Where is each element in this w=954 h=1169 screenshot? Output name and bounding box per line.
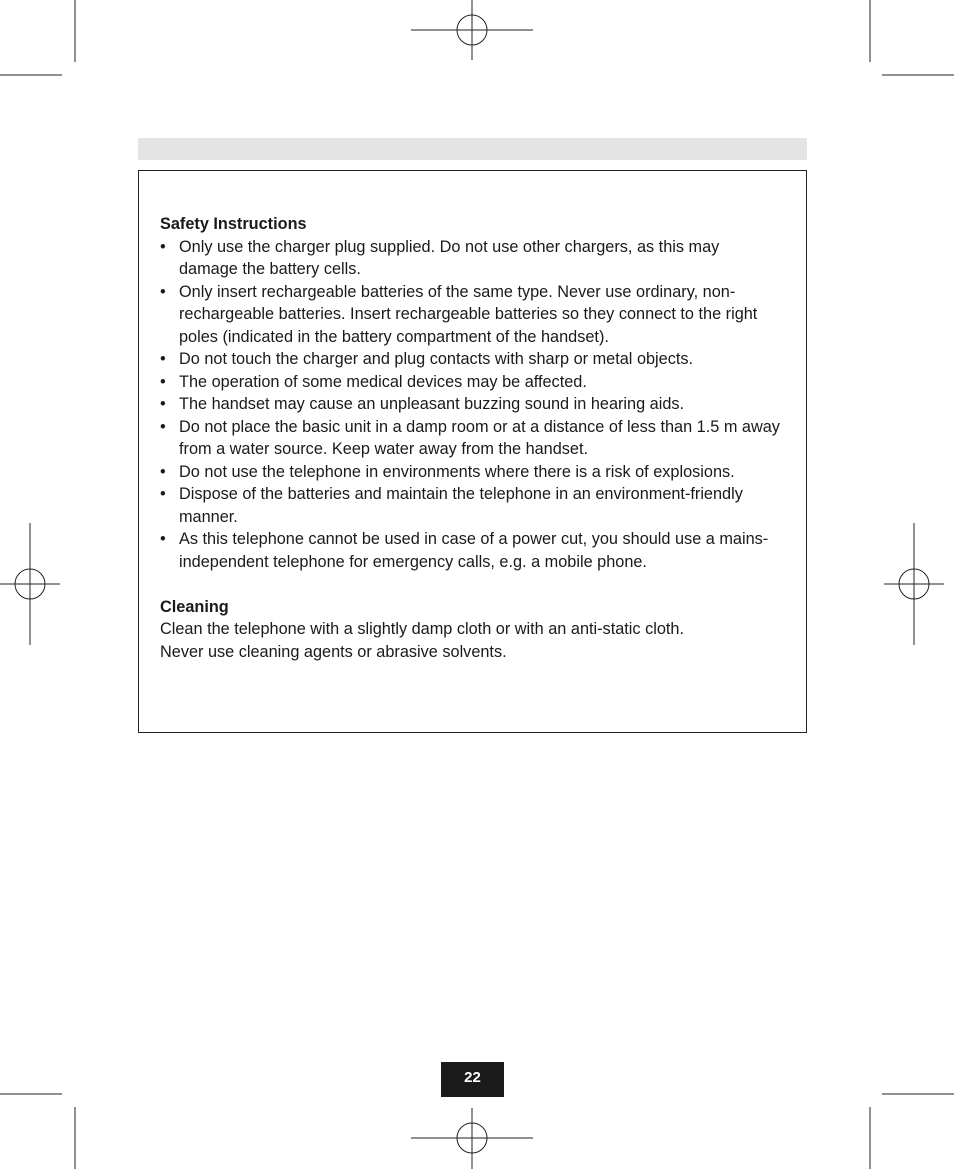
list-item: • Only insert rechargeable batteries of the same type. Never use ordinary, non-rechargeable batteries. Insert rechargeable batteries so they connect to the right poles (indicated in the battery compartment of the handset). bbox=[160, 282, 758, 346]
list-item: • Only use the charger plug supplied. Do not use other chargers, as this may damage the battery cells. bbox=[160, 237, 720, 278]
list-item: • The operation of some medical devices may be affected. bbox=[160, 371, 780, 394]
page-number: 22 bbox=[441, 1062, 504, 1097]
bullet-icon: • bbox=[160, 395, 166, 413]
section-gap bbox=[160, 573, 780, 596]
cleaning-text-line: Clean the telephone with a slightly damp cloth or with an anti-static cloth. bbox=[160, 620, 684, 638]
list-item: • Do not use the telephone in environments where there is a risk of explosions. bbox=[160, 461, 780, 484]
bullet-icon: • bbox=[160, 282, 166, 301]
list-item: • As this telephone cannot be used in case of a power cut, you should use a mains-independent telephone for emergency calls, e.g. a mobile phone. bbox=[160, 530, 769, 571]
content-box bbox=[138, 170, 807, 733]
list-item: • The handset may cause an unpleasant buzzing sound in hearing aids. bbox=[160, 393, 780, 416]
list-item: • Do not place the basic unit in a damp room or at a distance of less than 1.5 m away from a water source. Keep water away from the handset. bbox=[160, 417, 780, 458]
bullet-icon: • bbox=[160, 530, 166, 548]
bullet-icon: • bbox=[160, 485, 166, 503]
bullet-icon: • bbox=[160, 417, 166, 436]
cleaning-text-line: Never use cleaning agents or abrasive solvents. bbox=[160, 642, 507, 661]
content bbox=[160, 213, 780, 663]
bullet-icon: • bbox=[160, 462, 166, 481]
bullet-icon: • bbox=[160, 350, 166, 368]
list-item: • Do not touch the charger and plug contacts with sharp or metal objects. bbox=[160, 348, 780, 371]
bullet-icon: • bbox=[160, 372, 166, 391]
cleaning-heading: Cleaning bbox=[160, 597, 229, 616]
header-bar bbox=[138, 138, 807, 160]
bullet-icon: • bbox=[160, 237, 166, 256]
list-item: • Dispose of the batteries and maintain the telephone in an environment-friendly manner. bbox=[160, 485, 743, 526]
safety-list bbox=[160, 236, 780, 574]
safety-heading: Safety Instructions bbox=[160, 215, 307, 233]
